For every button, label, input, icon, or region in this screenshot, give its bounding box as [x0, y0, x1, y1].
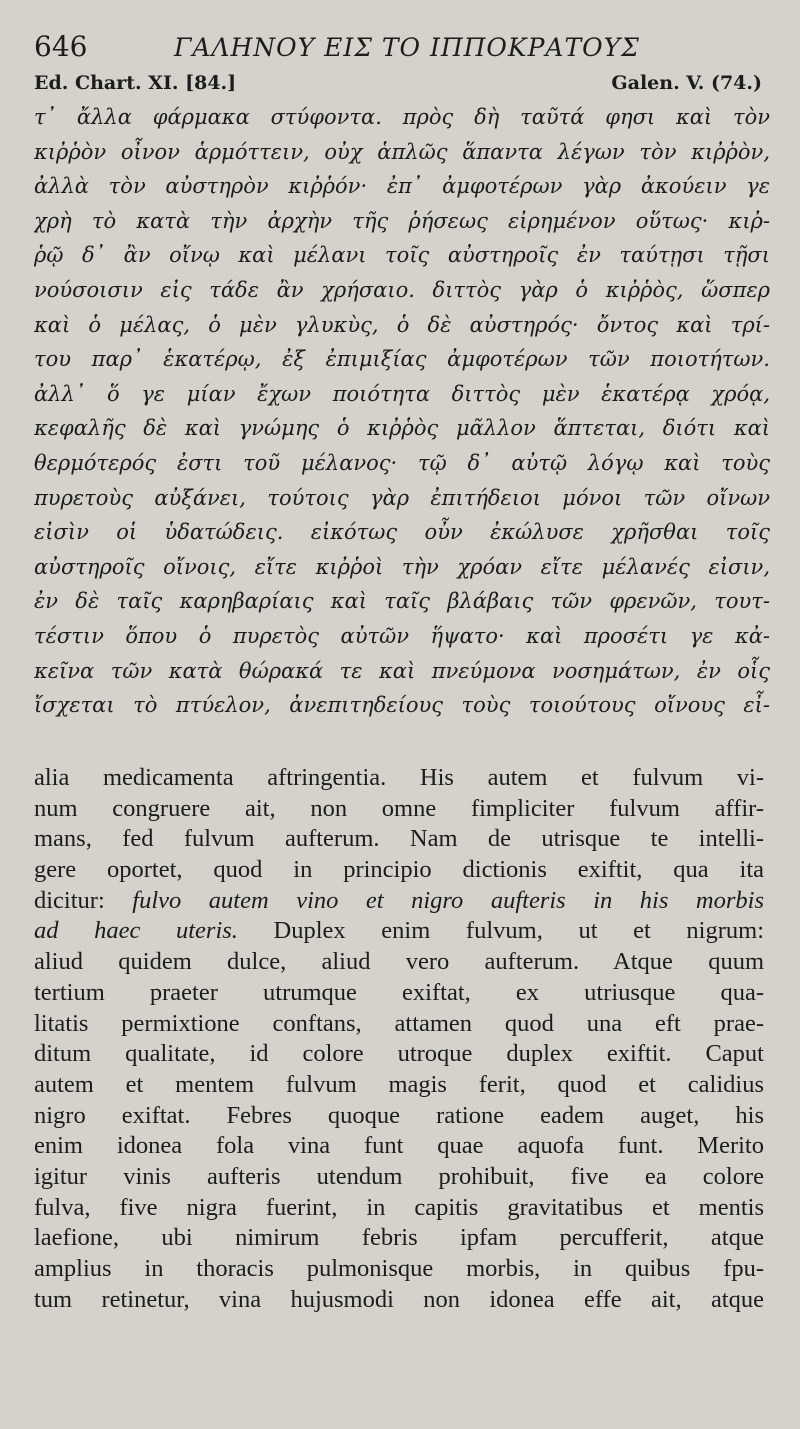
greek-line: πυρετοὺς αὐξάνει, τούτοις γὰρ ἐπιτήδειοι μόνοι τῶν οἴνων [34, 485, 770, 510]
latin-text-block [34, 763, 764, 1315]
latin-line: aliud quidem dulce, aliud vero aufterum. Atque quum [34, 948, 764, 976]
greek-line: κιῤῥὸν οἶνον ἁρμόττειν, οὐχ ἁπλῶς ἅπαντα λέγων τὸν κιῤῥὸν, [34, 139, 770, 164]
running-title: ΓΑΛΗΝΟΥ ΕΙΣ ΤΟ ΙΠΠΟΚΡΑΤΟΥΣ [174, 33, 640, 62]
latin-line: ad haec uteris. Duplex enim fulvum, ut et nigrum: [34, 917, 764, 945]
greek-text-block [34, 100, 770, 723]
latin-line: autem et mentem fulvum magis ferit, quod et calidius [34, 1070, 764, 1098]
edition-left: Ed. Chart. XI. [84.] [34, 72, 237, 94]
latin-line: dicitur: fulvo autem vino et nigro aufteris in his morbis [34, 886, 764, 914]
greek-line: κεφαλῆς δὲ καὶ γνώμης ὁ κιῤῥὸς μᾶλλον ἅπτεται, διότι καὶ [34, 416, 770, 441]
greek-line: ἐν δὲ ταῖς καρηβαρίαις καὶ ταῖς βλάβαις τῶν φρενῶν, τουτ- [34, 589, 770, 614]
latin-line: gere oportet, quod in principio dictionis exiftit, qua ita [34, 856, 764, 884]
latin-line: ditum qualitate, id colore utroque duplex exiftit. Caput [34, 1040, 764, 1068]
edition-right: Galen. V. (74.) [611, 72, 762, 94]
greek-line: ῥῷ δ᾽ ἂν οἴνῳ καὶ μέλανι τοῖς αὐστηροῖς ἐν ταύτῃσι τῇσι [34, 243, 770, 268]
latin-line: alia medicamenta aftringentia. His autem et fulvum vi- [34, 764, 764, 791]
greek-line: του παρ᾽ ἑκατέρῳ, ἐξ ἐπιμιξίας ἀμφοτέρων τῶν ποιοτήτων. [34, 347, 770, 372]
latin-line: mans, fed fulvum aufterum. Nam de utrisque te intelli- [34, 825, 764, 853]
latin-line: laefione, ubi nimirum febris ipfam percufferit, atque [34, 1224, 764, 1252]
latin-line: fulva, five nigra fuerint, in capitis gravitatibus et mentis [34, 1193, 764, 1221]
latin-line: enim idonea fola vina funt quae aquofa funt. Merito [34, 1132, 764, 1160]
latin-line: tum retinetur, vina hujusmodi non idonea effe ait, atque [34, 1285, 764, 1313]
greek-line: τέστιν ὅπου ὁ πυρετὸς αὐτῶν ἥψατο· καὶ προσέτι γε κἀ- [34, 623, 770, 648]
latin-line: litatis permixtione conftans, attamen quod una eft prae- [34, 1009, 764, 1037]
greek-line: κεῖνα τῶν κατὰ θώρακά τε καὶ πνεύμονα νοσημάτων, ἐν οἷς [34, 658, 770, 683]
page-header [34, 30, 770, 70]
greek-line: τ᾽ ἄλλα φάρμακα στύφοντα. πρὸς δὴ ταῦτά φησι καὶ τὸν [34, 105, 770, 129]
latin-line: amplius in thoracis pulmonisque morbis, in quibus fpu- [34, 1255, 764, 1282]
greek-line: ἀλλὰ τὸν αὐστηρὸν κιῤῥόν· ἐπ᾽ ἀμφοτέρων γὰρ ἀκούειν γε [34, 174, 770, 199]
latin-line: igitur vinis aufteris utendum prohibuit, five ea colore [34, 1162, 764, 1190]
greek-line: εἰσὶν οἱ ὑδατώδεις. εἰκότως οὖν ἐκώλυσε χρῆσθαι τοῖς [34, 520, 770, 545]
greek-line: ἴσχεται τὸ πτύελον, ἀνεπιτηδείους τοὺς τοιούτους οἴνους εἶ- [34, 693, 770, 718]
latin-line: num congruere ait, non omne fimpliciter fulvum affir- [34, 794, 764, 822]
edition-references [34, 72, 770, 100]
greek-line: αὐστηροῖς οἴνοις, εἴτε κιῤῥοὶ τὴν χρόαν εἴτε μέλανές εἰσιν, [34, 554, 770, 579]
greek-line: ἀλλ᾽ ὅ γε μίαν ἔχων ποιότητα διττὸς μὲν ἑκατέρᾳ χρόᾳ, [34, 381, 770, 406]
latin-line: nigro exiftat. Febres quoque ratione eadem auget, his [34, 1101, 764, 1129]
greek-line: καὶ ὁ μέλας, ὁ μὲν γλυκὺς, ὁ δὲ αὐστηρός· ὄντος καὶ τρί- [34, 312, 770, 337]
latin-line: tertium praeter utrumque exiftat, ex utriusque qua- [34, 978, 764, 1006]
page-number: 646 [34, 30, 88, 63]
greek-line: χρὴ τὸ κατὰ τὴν ἀρχὴν τῆς ῥήσεως εἰρημένον οὕτως· κιῤ- [34, 208, 770, 233]
greek-line: νούσοισιν εἰς τάδε ἂν χρήσαιο. διττὸς γὰρ ὁ κιῤῥὸς, ὥσπερ [34, 277, 770, 302]
greek-line: θερμότερός ἐστι τοῦ μέλανος· τῷ δ᾽ αὐτῷ λόγῳ καὶ τοὺς [34, 450, 770, 475]
